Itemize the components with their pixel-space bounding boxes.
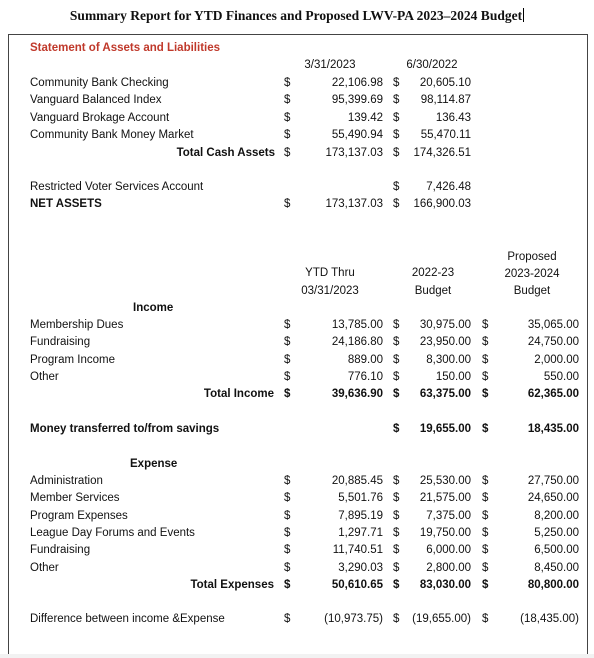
proposed-header-line1: Proposed [507,251,557,263]
total-cash-assets-label: Total Cash Assets [176,147,275,159]
dollar-sign: $ [393,198,400,210]
income-row-budget: 30,975.00 [419,319,471,331]
expense-row-proposed: 5,250.00 [534,526,579,539]
expense-row-label: Member Services [30,492,120,505]
total-cash-value-1: 173,137.03 [325,147,383,159]
income-row-budget: 23,950.00 [419,336,471,349]
dollar-sign: $ [393,423,400,435]
proposed-header-line3: Budget [513,285,551,297]
total-cash-value-2: 174,326.51 [413,147,471,159]
total-income-ytd: 39,636.90 [331,388,383,400]
income-row-proposed: 550.00 [543,370,579,383]
total-income-label: Total Income [203,388,274,400]
dollar-sign: $ [284,561,291,574]
budget2223-header-line2: Budget [414,285,452,297]
expense-row-ytd: 5,501.76 [338,492,383,505]
asset-label: Community Bank Checking [30,77,169,89]
dollar-sign: $ [393,147,400,159]
dollar-sign: $ [284,111,291,124]
income-row-ytd: 24,186.80 [331,336,383,349]
expense-row-budget: 25,530.00 [419,475,471,487]
income-row-budget: 150.00 [435,370,471,383]
dollar-sign: $ [482,336,489,349]
expense-row-proposed: 24,650.00 [527,492,579,505]
expense-row-budget: 21,575.00 [419,492,471,505]
dollar-sign: $ [284,544,291,557]
restricted-value-2: 7,426.48 [426,181,471,193]
net-assets-label: NET ASSETS [30,198,102,210]
income-row-ytd: 13,785.00 [331,319,383,331]
dollar-sign: $ [284,492,291,505]
income-row-label: Membership Dues [30,319,124,331]
dollar-sign: $ [393,579,400,591]
dollar-sign: $ [393,181,400,193]
dollar-sign: $ [284,509,291,522]
dollar-sign: $ [393,388,400,400]
dollar-sign: $ [284,526,291,539]
difference-label: Difference between income &Expense [30,613,225,625]
dollar-sign: $ [284,128,291,141]
dollar-sign: $ [393,353,400,366]
expense-row-ytd: 7,895.19 [338,509,383,522]
asset-value-2: 136.43 [435,111,471,124]
budget2223-header-line1: 2022-23 [411,267,455,279]
total-income-proposed: 62,365.00 [527,388,579,400]
dollar-sign: $ [284,319,291,331]
expense-row-budget: 6,000.00 [426,544,471,557]
dollar-sign: $ [284,370,291,383]
income-row-proposed: 2,000.00 [534,353,579,366]
income-row-proposed: 35,065.00 [527,319,579,331]
difference-proposed: (18,435.00) [520,613,579,625]
dollar-sign: $ [284,475,291,487]
expense-row-label: Fundraising [30,544,91,557]
expense-row-proposed: 8,200.00 [534,509,579,522]
expense-row-budget: 2,800.00 [426,561,471,574]
dollar-sign: $ [482,492,489,505]
difference-budget: (19,655.00) [412,613,471,625]
difference-ytd: (10,973.75) [324,613,383,625]
dollar-sign: $ [482,509,489,522]
transfer-proposed: 18,435.00 [527,423,579,435]
expense-row-label: Administration [30,475,103,487]
expense-row-proposed: 6,500.00 [534,544,579,557]
transfer-budget: 19,655.00 [419,423,471,435]
dollar-sign: $ [482,526,489,539]
asset-value-1: 55,490.94 [331,128,383,141]
expense-row-ytd: 1,297.71 [338,526,383,539]
dollar-sign: $ [284,353,291,366]
dollar-sign: $ [482,319,489,331]
dollar-sign: $ [482,561,489,574]
restricted-label: Restricted Voter Services Account [30,181,204,193]
expense-row-proposed: 8,450.00 [534,561,579,574]
dollar-sign: $ [393,94,400,107]
dollar-sign: $ [482,544,489,557]
asset-value-1: 95,399.69 [331,94,383,107]
assets-col2-header: 6/30/2022 [406,59,458,71]
page-edge [0,654,594,658]
income-row-ytd: 776.10 [347,370,383,383]
assets-col1-header: 3/31/2023 [304,59,356,71]
dollar-sign: $ [393,336,400,349]
dollar-sign: $ [482,370,489,383]
expense-row-budget: 7,375.00 [426,509,471,522]
dollar-sign: $ [482,613,489,625]
dollar-sign: $ [284,94,291,107]
income-row-budget: 8,300.00 [426,353,471,366]
dollar-sign: $ [393,544,400,557]
asset-label: Community Bank Money Market [30,128,194,141]
asset-label: Vanguard Balanced Index [30,94,162,107]
total-expenses-budget: 83,030.00 [419,579,471,591]
dollar-sign: $ [284,613,291,625]
net-assets-value-2: 166,900.03 [413,198,471,210]
dollar-sign: $ [393,370,400,383]
dollar-sign: $ [284,579,291,591]
income-row-label: Fundraising [30,336,91,349]
dollar-sign: $ [393,319,400,331]
expense-row-proposed: 27,750.00 [527,475,579,487]
text-cursor [523,8,524,22]
dollar-sign: $ [284,336,291,349]
total-expenses-proposed: 80,800.00 [527,579,579,591]
expense-row-ytd: 3,290.03 [338,561,383,574]
dollar-sign: $ [393,128,400,141]
expense-row-label: Other [30,561,59,574]
dollar-sign: $ [482,423,489,435]
dollar-sign: $ [393,613,400,625]
expense-row-label: Program Expenses [30,509,128,522]
assets-heading: Statement of Assets and Liabilities [30,42,221,54]
expense-row-ytd: 20,885.45 [331,475,383,487]
dollar-sign: $ [482,579,489,591]
dollar-sign: $ [393,77,400,89]
income-row-ytd: 889.00 [347,353,383,366]
total-income-budget: 63,375.00 [419,388,471,400]
asset-label: Vanguard Brokage Account [30,111,170,124]
income-row-proposed: 24,750.00 [527,336,579,349]
dollar-sign: $ [482,353,489,366]
income-heading: Income [133,302,174,314]
proposed-header-line2: 2023-2024 [504,268,560,280]
expense-row-budget: 19,750.00 [419,526,471,539]
dollar-sign: $ [284,77,291,89]
expense-row-ytd: 11,740.51 [332,544,383,557]
ytd-header-line1: YTD Thru [305,267,355,279]
ytd-header-line2: 03/31/2023 [301,285,359,297]
dollar-sign: $ [284,198,291,210]
asset-value-2: 98,114.87 [420,94,471,107]
asset-value-1: 22,106.98 [331,77,383,89]
dollar-sign: $ [393,492,400,505]
dollar-sign: $ [393,509,400,522]
asset-value-1: 139.42 [347,111,383,124]
income-row-label: Other [30,370,59,383]
dollar-sign: $ [482,388,489,400]
dollar-sign: $ [393,111,400,124]
total-expenses-ytd: 50,610.65 [331,579,383,591]
report-title: Summary Report for YTD Finances and Proposed LWV-PA 2023–2024 Budget [69,8,523,23]
asset-value-2: 55,470.11 [420,128,471,141]
asset-value-2: 20,605.10 [419,77,471,89]
dollar-sign: $ [284,388,291,400]
dollar-sign: $ [482,475,489,487]
dollar-sign: $ [393,561,400,574]
income-row-label: Program Income [30,353,116,366]
expense-heading: Expense [130,458,178,470]
net-assets-value-1: 173,137.03 [325,198,383,210]
dollar-sign: $ [284,147,291,159]
expense-row-label: League Day Forums and Events [30,526,195,539]
transfer-label: Money transferred to/from savings [30,423,220,435]
dollar-sign: $ [393,475,400,487]
total-expenses-label: Total Expenses [190,579,274,591]
dollar-sign: $ [393,526,400,539]
